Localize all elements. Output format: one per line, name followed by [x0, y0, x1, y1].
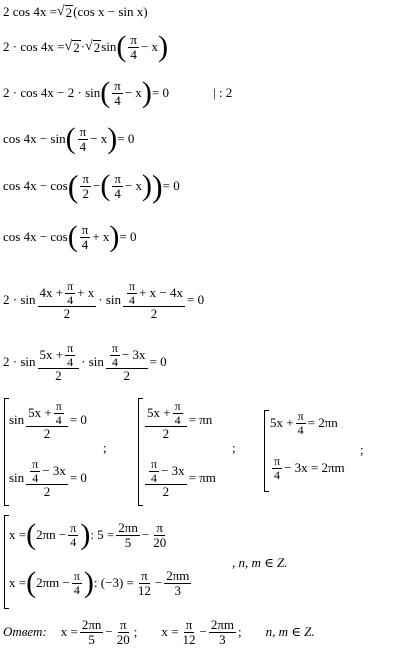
eq-line-4 — [3, 124, 134, 154]
eq-line-5 — [3, 170, 180, 202]
sqrt-symbol: √ 2 — [64, 38, 80, 55]
system4-row2: x = ( 2πm − $\frac{\pi}{4}$ ) : (−3) = $\frac{\pi}{12}$ − $\frac{2\pi m}{3}$ — [9, 566, 190, 599]
fraction-pi-4: $\frac{\pi}{4}$ — [81, 221, 89, 252]
eq5-rhs: = 0 — [162, 178, 180, 193]
paren-right: ) — [109, 220, 120, 253]
eq-line-6 — [3, 222, 137, 252]
system1-row2: sin $\frac{\pi}{4}$ − 3x 2 = 0 — [9, 457, 87, 500]
minus-x: − x — [90, 131, 108, 146]
minus-sign: − — [92, 178, 101, 193]
paren-right: ) — [158, 30, 169, 63]
eq4-rhs: = 0 — [117, 131, 135, 146]
system3-row2: $\frac{\pi}{4}$ − 3x = 2πm — [274, 454, 345, 482]
paren-left: ( — [100, 76, 111, 109]
separator: ; — [103, 440, 107, 455]
fraction-big-2: $\frac{\pi}{4}$ − 3x 2 — [106, 342, 148, 383]
eq4-lhs: cos 4x − sin — [3, 131, 66, 146]
fraction-pi-4: $\frac{\pi}{4}$ — [79, 123, 87, 154]
system2-row2: $\frac{\pi}{4}$ − 3x 2 = πm — [143, 458, 216, 499]
sqrt-symbol: √ 2 — [56, 3, 73, 20]
eq-line-8 — [3, 342, 167, 383]
fraction-pi-4: $\frac{\pi}{4}$ — [114, 170, 121, 201]
eq3-lhs: 2 · cos 4x − 2 · sin — [3, 85, 101, 100]
answer-label: Ответ: — [3, 624, 47, 640]
eq-line-1 — [3, 4, 148, 20]
eq6-lhs: cos 4x − cos — [3, 229, 68, 244]
eq8-lhs: 2 · sin — [3, 354, 36, 370]
eq8-rhs: = 0 — [149, 354, 167, 370]
eq3-rhs: = 0 — [151, 85, 170, 100]
eq-line-2 — [3, 32, 168, 62]
sqrt-symbol: √ 2 — [85, 38, 101, 55]
paren-right: ) — [107, 122, 118, 155]
system2-row1: 5x + $\frac{\pi}{4}$ 2 = πn — [147, 399, 213, 442]
plus-x: + x — [92, 229, 110, 244]
eq-line-7 — [3, 280, 204, 321]
answer-domain: n, m ∈ Z. — [265, 624, 315, 640]
fraction-pi-2: $\frac{\pi}{2}$ — [82, 170, 89, 201]
eq-line-3 — [3, 78, 397, 108]
paren-left: ( — [116, 30, 127, 63]
paren-right: ) — [141, 76, 152, 109]
divide-note: | : 2 — [213, 85, 233, 100]
paren-left: ( — [67, 220, 78, 253]
eq1-rhs: (cos x − sin x) — [73, 4, 148, 19]
paren-right: ) — [152, 168, 163, 204]
paren-left: ( — [65, 122, 76, 155]
system3-row1: 5x + $\frac{\pi}{4}$ = 2πn — [270, 409, 338, 437]
eq5-lhs: cos 4x − cos — [3, 178, 68, 193]
fraction-big-2: $\frac{\pi}{4}$ + x − 4x 2 — [123, 280, 185, 321]
minus-x: − x — [140, 39, 159, 54]
paren-right: ) — [142, 169, 152, 202]
eq2-lhs: 2 · cos 4x = — [3, 39, 65, 54]
eq7-lhs: 2 · sin — [3, 292, 36, 308]
eq6-rhs: = 0 — [119, 229, 137, 244]
system4-row1: x = ( 2πn − $\frac{\pi}{4}$ ) : 5 = $\frac{2\pi n}{5}$ − $\frac{\pi}{20}$ — [9, 518, 167, 551]
eq7-mid: · sin — [98, 292, 121, 308]
eq1-lhs: 2 cos 4x = — [3, 4, 57, 19]
minus-x: − x — [124, 85, 142, 100]
fraction-pi-4: $\frac{\pi}{4}$ — [130, 31, 137, 62]
fraction-big-1: 5x + $\frac{\pi}{4}$ 2 — [38, 342, 80, 383]
minus-x: − x — [124, 178, 142, 193]
fraction-big-1: 4x + $\frac{\pi}{4}$ + x 2 — [39, 279, 95, 322]
eq7-rhs: = 0 — [186, 292, 205, 308]
system1-row1: sin 5x + $\frac{\pi}{4}$ 2 = 0 — [9, 399, 87, 442]
paren-left: ( — [67, 168, 79, 204]
eq8-mid: · sin — [81, 354, 104, 370]
separator: ; — [360, 442, 364, 457]
paren-left: ( — [100, 169, 111, 202]
domain-note: , n, m ∈ Z. — [232, 555, 288, 570]
eq2-dot: · — [80, 39, 86, 54]
answer-line: Ответ: x = $\frac{2\pi n}{5}$ − $\frac{\pi}{20}$ ; x = $\frac{\pi}{12}$ − $\frac{2\pi m}{3}$ ; n, m ∈ Z. — [3, 617, 315, 647]
fraction-pi-4: $\frac{\pi}{4}$ — [114, 77, 121, 108]
separator: ; — [232, 440, 236, 455]
eq2-sin: sin — [101, 39, 117, 54]
